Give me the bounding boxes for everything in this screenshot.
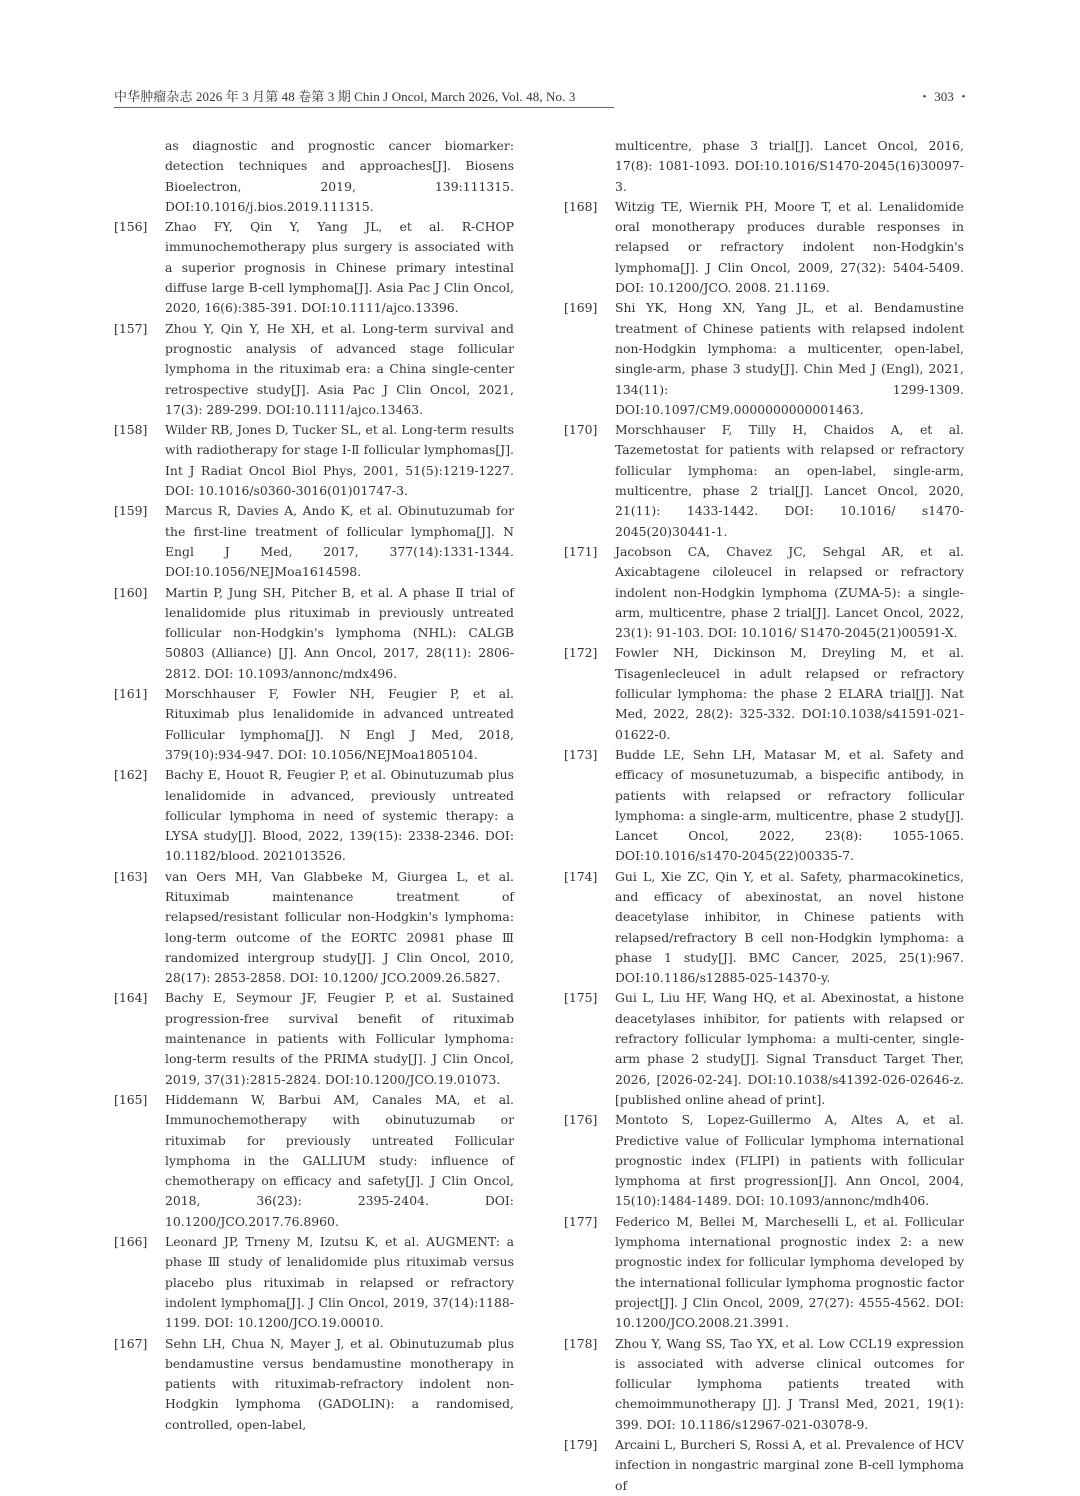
header-rule — [114, 107, 614, 108]
reference-item — [114, 1232, 514, 1333]
reference-text: Shi YK, Hong XN, Yang JL, et al. Bendamustine treatment of Chinese patients with relapsed indolent non-Hodgkin lymphoma: a multicenter, open-label, single-arm, phase 3 study[J]. Chin Med J (Engl), 2021, 134(11): 1299-1309. DOI:10.1097/CM9.0000000000001463. — [615, 300, 964, 417]
reference-item — [564, 1110, 964, 1211]
reference-item — [114, 501, 514, 582]
reference-text: Federico M, Bellei M, Marcheselli L, et al. Follicular lymphoma international prognostic index 2: a new prognostic index for follicular lymphoma developed by the international follicular lymphoma prognostic factor project[J]. J Clin Oncol, 2009, 27(27): 4555-4562. DOI: 10.1200/JCO.2008.21.3991. — [615, 1213, 964, 1331]
reference-item — [114, 1334, 514, 1435]
reference-text: Bachy E, Houot R, Feugier P, et al. Obinutuzumab plus lenalidomide in advanced, previously untreated follicular lymphoma in need of systemic therapy: a LYSA study[J]. Blood, 2022, 139(15): 2338-2346. DOI: 10.1182/blood. 2021013526. — [165, 767, 514, 864]
reference-item — [114, 583, 514, 684]
reference-item — [564, 1435, 964, 1496]
reference-item — [564, 197, 964, 298]
reference-text: Morschhauser F, Fowler NH, Feugier P, et al. Rituximab plus lenalidomide in advanced untreated Follicular lymphoma[J]. N Engl J Med, 2018, 379(10):934-947. DOI: 10.1056/NEJMoa1805104. — [165, 686, 514, 762]
reference-number: [172] — [564, 645, 598, 661]
reference-number: [157] — [114, 320, 148, 336]
reference-text: Jacobson CA, Chavez JC, Sehgal AR, et al. Axicabtagene ciloleucel in relapsed or refractory indolent non-Hodgkin lymphoma (ZUMA-5): a single-arm, multicentre, phase 2 trial[J]. Lancet Oncol, 2022, 23(1): 91-103. DOI: 10.1016/ S1470-2045(21)00591-X. — [615, 543, 964, 641]
reference-text: Montoto S, Lopez-Guillermo A, Altes A, et al. Predictive value of Follicular lymphoma international prognostic index (FLIPI) in patients with follicular lymphoma at first progression[J]. Ann Oncol, 2004, 15(10):1484-1489. DOI: 10.1093/annonc/mdh406. — [615, 1112, 964, 1209]
reference-item — [114, 684, 514, 765]
reference-number: [178] — [564, 1335, 598, 1351]
reference-number: [174] — [564, 868, 598, 884]
reference-text: Gui L, Liu HF, Wang HQ, et al. Abexinostat, a histone deacetylases inhibitor, for patients with relapsed or refractory follicular lymphoma: a multi-center, single-arm phase 2 study[J]. Signal Transduct Target Ther, 2026, [2026-02-24]. DOI:10.1038/s41392-026-02646-z. [published online ahead of print]. — [615, 990, 964, 1107]
reference-item — [564, 745, 964, 867]
reference-number: [175] — [564, 990, 598, 1006]
reference-number: [156] — [114, 219, 148, 235]
reference-text: Zhou Y, Qin Y, He XH, et al. Long-term survival and prognostic analysis of advanced stage follicular lymphoma in the rituximab era: a China single-center retrospective study[J]. Asia Pac J Clin Oncol, 2021, 17(3): 289-299. DOI:10.1111/ajco.13463. — [165, 320, 514, 417]
reference-number: [171] — [564, 543, 598, 559]
reference-number: [163] — [114, 868, 148, 884]
reference-item — [564, 643, 964, 744]
reference-item — [114, 765, 514, 866]
reference-number: [176] — [564, 1112, 598, 1128]
reference-item — [114, 867, 514, 989]
reference-item — [564, 867, 964, 989]
left-column — [114, 136, 514, 1435]
reference-item — [114, 217, 514, 318]
reference-item — [114, 1090, 514, 1232]
reference-item — [564, 1212, 964, 1334]
reference-number: [162] — [114, 767, 148, 783]
reference-text: Gui L, Xie ZC, Qin Y, et al. Safety, pharmacokinetics, and efficacy of abexinostat, an novel histone deacetylase inhibitor, in Chinese patients with relapsed/refractory B cell non-Hodgkin lymphoma: a phase 1 study[J]. BMC Cancer, 2025, 25(1):967. DOI:10.1186/s12885-025-14370-y. — [615, 868, 964, 986]
reference-item — [114, 420, 514, 501]
reference-number: [179] — [564, 1437, 598, 1452]
reference-item — [564, 542, 964, 643]
reference-number: [165] — [114, 1091, 148, 1107]
reference-item — [114, 319, 514, 420]
reference-item — [564, 988, 964, 1110]
page-number: ・ 303 ・ — [917, 89, 970, 104]
reference-text: Arcaini L, Burcheri S, Rossi A, et al. Prevalence of HCV infection in nongastric marginal zone B-cell lymphoma of — [615, 1437, 964, 1493]
reference-number: [160] — [114, 584, 148, 600]
reference-text: Zhao FY, Qin Y, Yang JL, et al. R-CHOP immunochemotherapy plus surgery is associated with a superior prognosis in Chinese primary intestinal diffuse large B-cell lymphoma[J]. Asia Pac J Clin Oncol, 2020, 16(6):385-391. DOI:10.1111/ajco.13396. — [165, 219, 514, 316]
reference-text: Leonard JP, Trneny M, Izutsu K, et al. AUGMENT: a phase Ⅲ study of lenalidomide plus rituximab versus placebo plus rituximab in relapsed or refractory indolent lymphoma[J]. J Clin Oncol, 2019, 37(14):1188-1199. DOI: 10.1200/JCO.19.00010. — [165, 1234, 514, 1331]
reference-text: Sehn LH, Chua N, Mayer J, et al. Obinutuzumab plus bendamustine versus bendamustine monotherapy in patients with rituximab-refractory indolent non-Hodgkin lymphoma (GADOLIN): a randomised, controlled, open-label, — [165, 1335, 514, 1432]
right-column — [564, 136, 964, 1496]
reference-number: [159] — [114, 503, 148, 519]
reference-text: Bachy E, Seymour JF, Feugier P, et al. Sustained progression-free survival benefit of rituximab maintenance in patients with Follicular lymphoma: long-term results of the PRIMA study[J]. J Clin Oncol, 2019, 37(31):2815-2824. DOI:10.1200/JCO.19.01073. — [165, 990, 514, 1087]
reference-number: [177] — [564, 1213, 598, 1229]
reference-number: [158] — [114, 422, 148, 438]
reference-item — [564, 1334, 964, 1435]
journal-citation: 中华肿瘤杂志 2026 年 3 月第 48 卷第 3 期 Chin J Oncol, March 2026, Vol. 48, No. 3 — [114, 89, 576, 104]
reference-number: [161] — [114, 686, 148, 702]
reference-list-right — [564, 197, 964, 1496]
reference-text: Budde LE, Sehn LH, Matasar M, et al. Safety and efficacy of mosunetuzumab, a bispecific antibody, in patients with relapsed or refractory follicular lymphoma: a single-arm, multicentre, phase 2 study[J]. Lancet Oncol, 2022, 23(8): 1055-1065. DOI:10.1016/s1470-2045(22)00335-7. — [615, 746, 964, 864]
reference-text: Wilder RB, Jones D, Tucker SL, et al. Long-term results with radiotherapy for stage Ⅰ-Ⅱ follicular lymphomas[J]. Int J Radiat Oncol Biol Phys, 2001, 51(5):1219-1227. DOI: 10.1016/s0360-3016(01)01747-3. — [165, 422, 514, 499]
reference-text: Marcus R, Davies A, Ando K, et al. Obinutuzumab for the first-line treatment of follicular lymphoma[J]. N Engl J Med, 2017, 377(14):1331-1344. DOI:10.1056/NEJMoa1614598. — [165, 503, 514, 580]
reference-text: Martin P, Jung SH, Pitcher B, et al. A phase Ⅱ trial of lenalidomide plus rituximab in previously untreated follicular non-Hodgkin's lymphoma (NHL): CALGB 50803 (Alliance) [J]. Ann Oncol, 2017, 28(11): 2806-2812. DOI: 10.1093/annonc/mdx496. — [165, 584, 514, 681]
reference-list-left — [114, 217, 514, 1435]
reference-text: Zhou Y, Wang SS, Tao YX, et al. Low CCL19 expression is associated with adverse clinical outcomes for follicular lymphoma patients treated with chemoimmunotherapy [J]. J Transl Med, 2021, 19(1): 399. DOI: 10.1186/s12967-021-03078-9. — [615, 1335, 964, 1432]
reference-number: [164] — [114, 990, 148, 1006]
reference-text: Hiddemann W, Barbui AM, Canales MA, et al. Immunochemotherapy with obinutuzumab or rituximab for previously untreated Follicular lymphoma in the GALLIUM study: influence of chemotherapy on efficacy and safety[J]. J Clin Oncol, 2018, 36(23): 2395-2404. DOI: 10.1200/JCO.2017.76.8960. — [165, 1091, 514, 1229]
reference-number: [167] — [114, 1335, 148, 1351]
reference-number: [173] — [564, 746, 598, 762]
reference-text: Fowler NH, Dickinson M, Dreyling M, et al. Tisagenlecleucel in adult relapsed or refractory follicular lymphoma: the phase 2 ELARA trial[J]. Nat Med, 2022, 28(2): 325-332. DOI:10.1038/s41591-021-01622-0. — [615, 645, 964, 742]
reference-continuation: multicentre, phase 3 trial[J]. Lancet Oncol, 2016, 17(8): 1081-1093. DOI:10.1016/S1470-2045(16)30097-3. — [615, 138, 964, 194]
reference-item — [114, 988, 514, 1089]
reference-number: [169] — [564, 300, 598, 316]
reference-text: Witzig TE, Wiernik PH, Moore T, et al. Lenalidomide oral monotherapy produces durable responses in relapsed or refractory indolent non-Hodgkin's lymphoma[J]. J Clin Oncol, 2009, 27(32): 5404-5409. DOI: 10.1200/JCO. 2008. 21.1169. — [615, 198, 964, 296]
reference-text: Morschhauser F, Tilly H, Chaidos A, et al. Tazemetostat for patients with relapsed or refractory follicular lymphoma: an open-label, single-arm, multicentre, phase 2 trial[J]. Lancet Oncol, 2020, 21(11): 1433-1442. DOI: 10.1016/ s1470-2045(20)30441-1. — [615, 422, 964, 539]
reference-number: [166] — [114, 1234, 148, 1250]
reference-item — [564, 298, 964, 420]
reference-number: [170] — [564, 422, 598, 438]
running-header — [114, 86, 970, 108]
reference-item — [564, 420, 964, 542]
reference-continuation: as diagnostic and prognostic cancer biomarker: detection techniques and approaches[J]. Biosens Bioelectron, 2019, 139:111315. DOI:10.1016/j.bios.2019.111315. — [165, 138, 514, 214]
reference-text: van Oers MH, Van Glabbeke M, Giurgea L, et al. Rituximab maintenance treatment of relapsed/resistant follicular non-Hodgkin's lymphoma: long-term outcome of the EORTC 20981 phase Ⅲ randomized intergroup study[J]. J Clin Oncol, 2010, 28(17): 2853-2858. DOI: 10.1200/ JCO.2009.26.5827. — [165, 868, 514, 986]
reference-number: [168] — [564, 198, 598, 214]
